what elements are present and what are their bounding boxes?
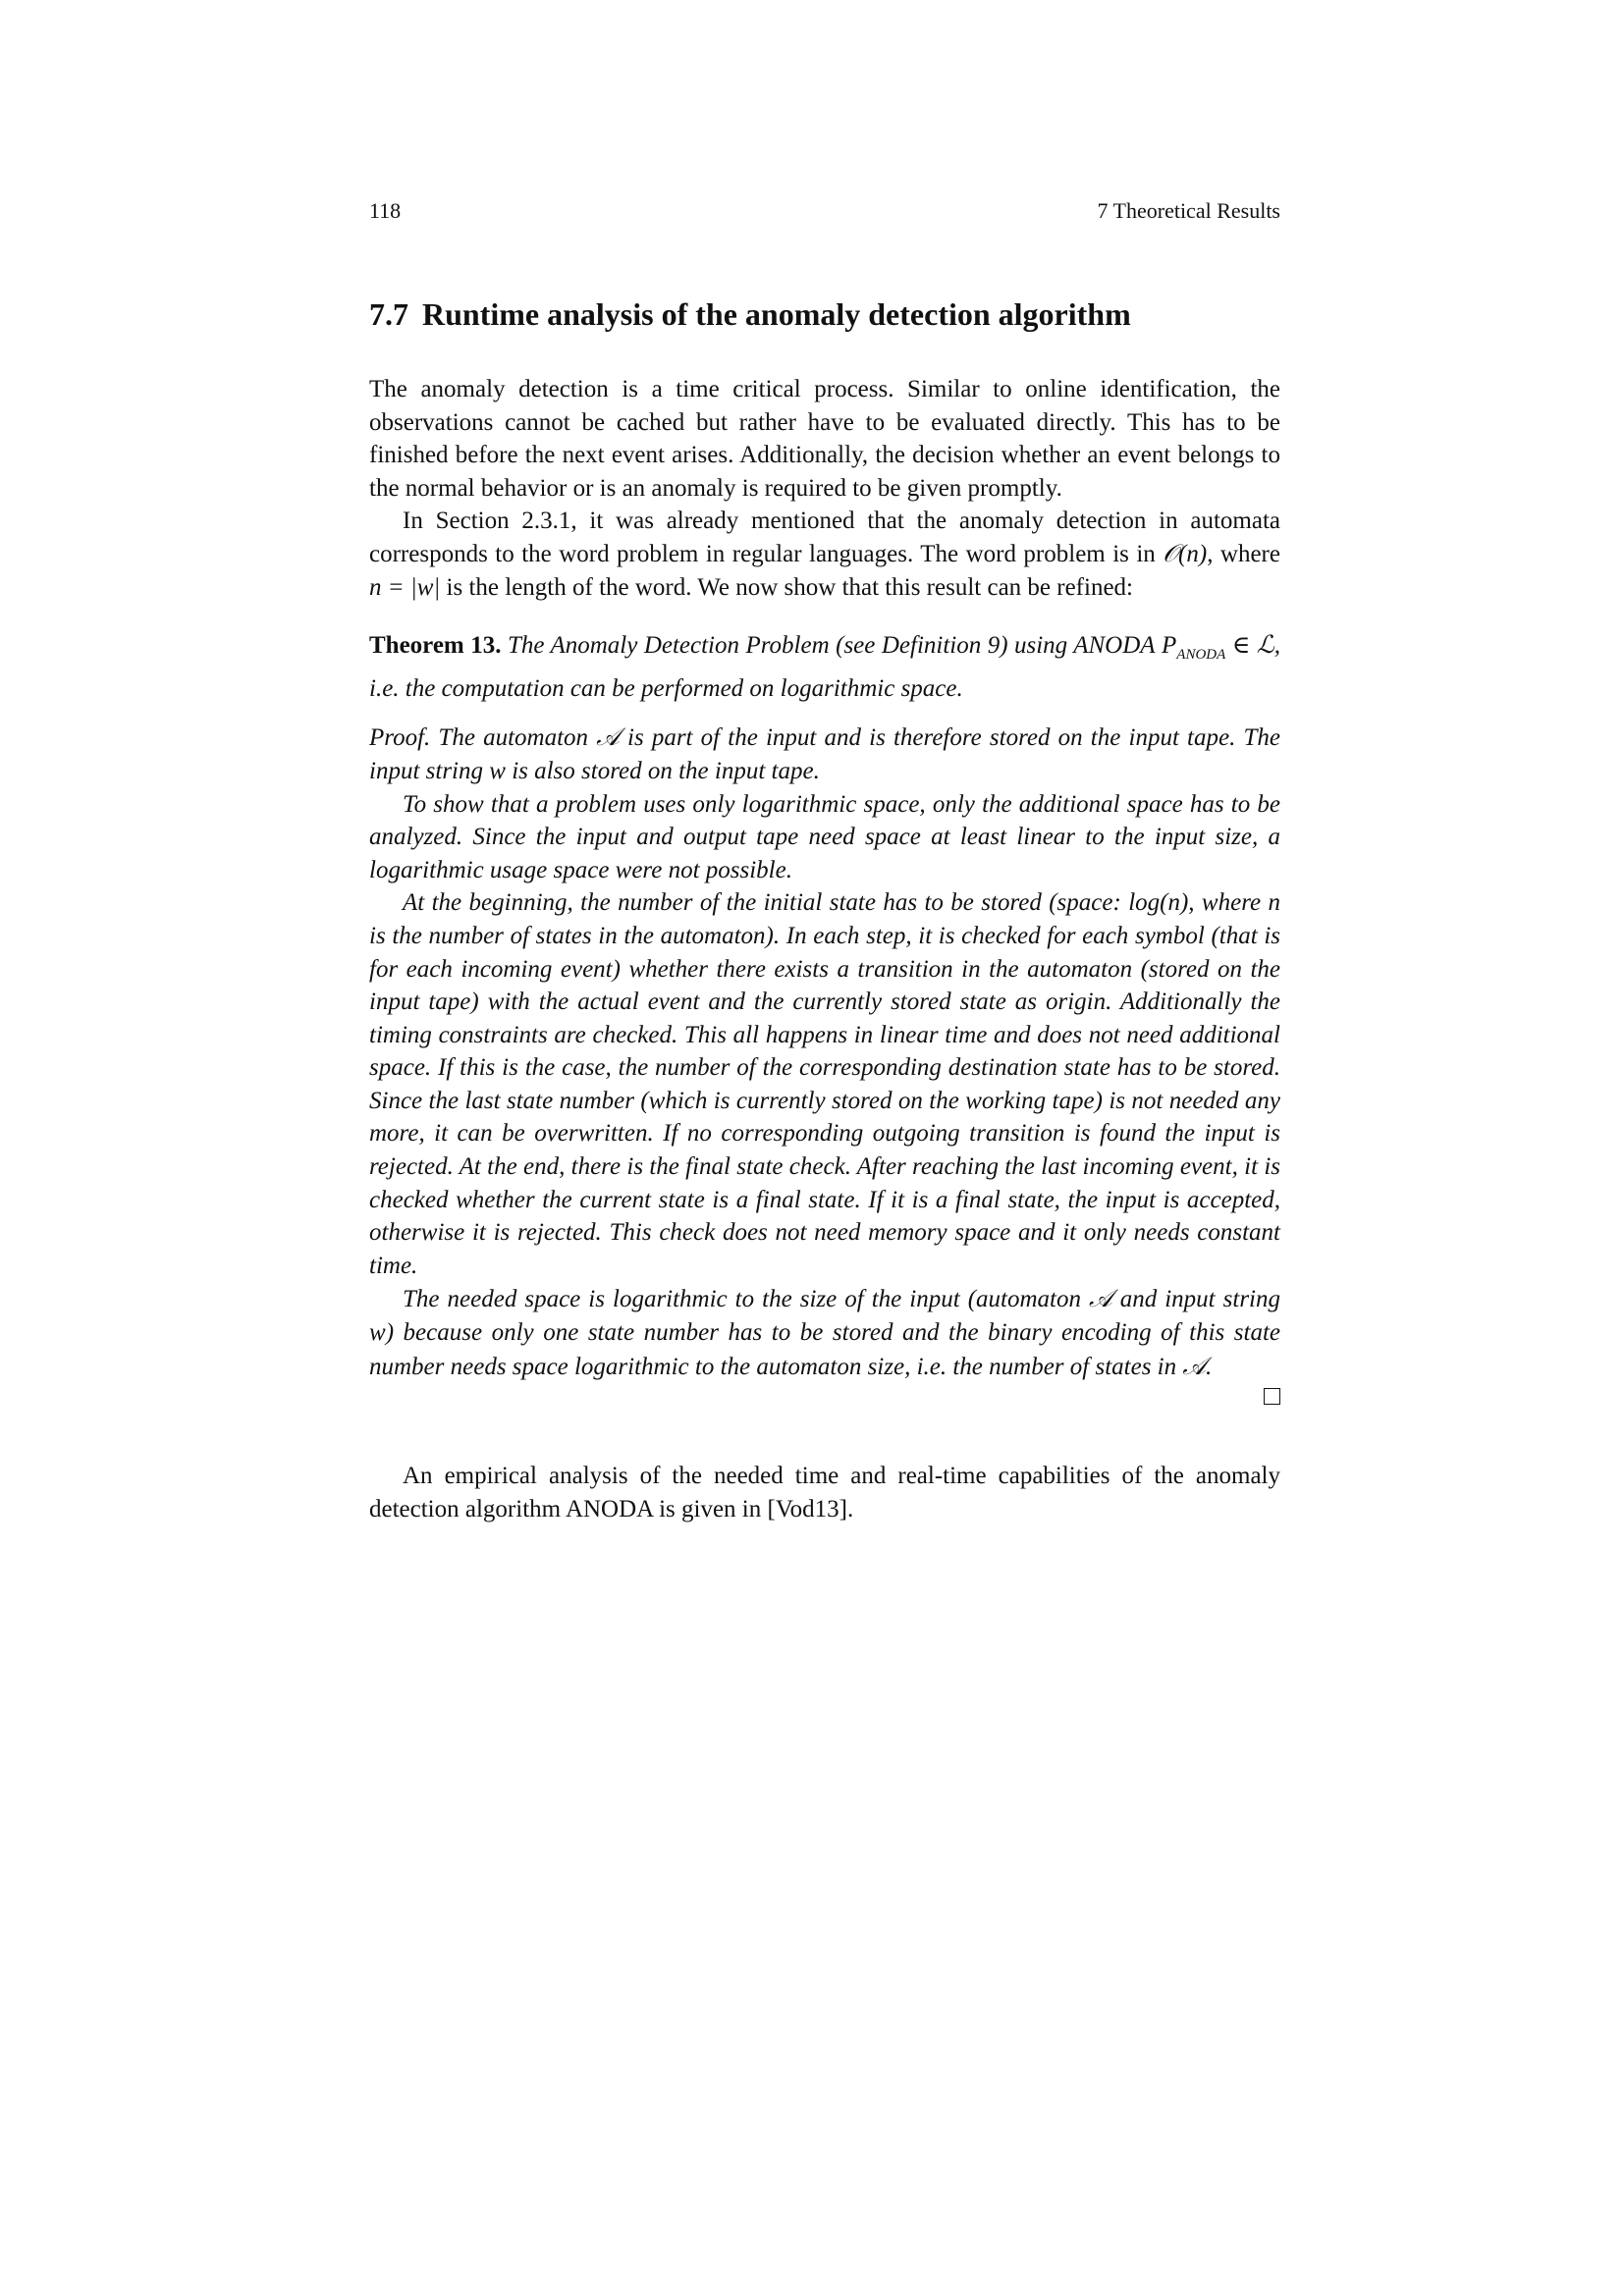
page (369, 196, 1280, 1525)
running-title: 7 Theoretical Results (1097, 198, 1280, 223)
intro-paragraph-1: The anomaly detection is a time critical process. Similar to online identification, the observations cannot be cached but rather have to be evaluated directly. This has to be finished before the next event arises. Additionally, the decision whether an event belongs to the normal behavior or is an anomaly is required to be given promptly. (369, 376, 1280, 502)
closing-paragraph: An empirical analysis of the needed time and real-time capabilities of the anomaly detection algorithm ANODA is given in [Vod13]. (369, 1463, 1280, 1522)
p-anoda-symbol: $P_{ANODA}$ (1162, 632, 1226, 664)
n-equals-w-expression: n = |w| (369, 573, 441, 601)
proof-paragraph-3: At the beginning, the number of the initial state has to be stored (space: log(n), where n is the number of states in the automaton). In each step, it is checked for each symbol (that is for each incoming event) whether there exists a transition in the automaton (stored on the input tape) with the actual event and the currently stored state as origin. Additionally the timing constraints are checked. This all happens in linear time and does not need additional space. If this is the case, the number of the corresponding destination state has to be stored. Since the last state number (which is currently stored on the working tape) is not needed any more, it can be overwritten. If no corresponding outgoing transition is found the input is rejected. At the end, there is the final state check. After reaching the last incoming event, it is checked whether the current state is a final state. If it is a final state, the input is accepted, otherwise it is rejected. This check does not need memory space and it only needs constant time. (369, 889, 1280, 1279)
page-number: 118 (369, 198, 402, 223)
running-head (369, 196, 1280, 226)
proof-paragraph-1: Proof. The automaton 𝒜 is part of the input and is therefore stored on the input tape. The input string w is also stored on the input tape. (369, 722, 1281, 784)
intro-paragraph-2: In Section 2.3.1, it was already mentioned that the anomaly detection in automata corresponds to the word problem in regular languages. The word problem is in 𝒪(n), where n = |w| is the length of the word. We now show that this result can be refined: (369, 507, 1280, 601)
theorem-label: Theorem 13. (369, 632, 502, 660)
section-number: 7.7 (369, 296, 408, 332)
big-o-expression: 𝒪(n) (1163, 540, 1208, 567)
section-title: Runtime analysis of the anomaly detection algorithm (422, 296, 1131, 332)
qed-row (369, 1387, 1280, 1420)
proof-paragraph-4: The needed space is logarithmic to the size of the input (automaton 𝒜 and input string w) because only one state number has to be stored and the binary encoding of this state number needs space logarithmic to the automaton size, i.e. the number of states in 𝒜. (369, 1284, 1280, 1380)
qed-square-icon (1264, 1388, 1280, 1405)
section-heading (369, 294, 1280, 334)
proof-paragraph-2: To show that a problem uses only logarithmic space, only the additional space has to be analyzed. Since the input and output tape need space at least linear to the input size, a logarithmic usage space were not possible. (369, 790, 1280, 883)
theorem-13: Theorem 13. The Anomaly Detection Problem (see Definition 9) using ANODA $P_{ANODA}$ ∈ ℒ, i.e. the computation can be performed on logarithmic space. (369, 632, 1281, 702)
